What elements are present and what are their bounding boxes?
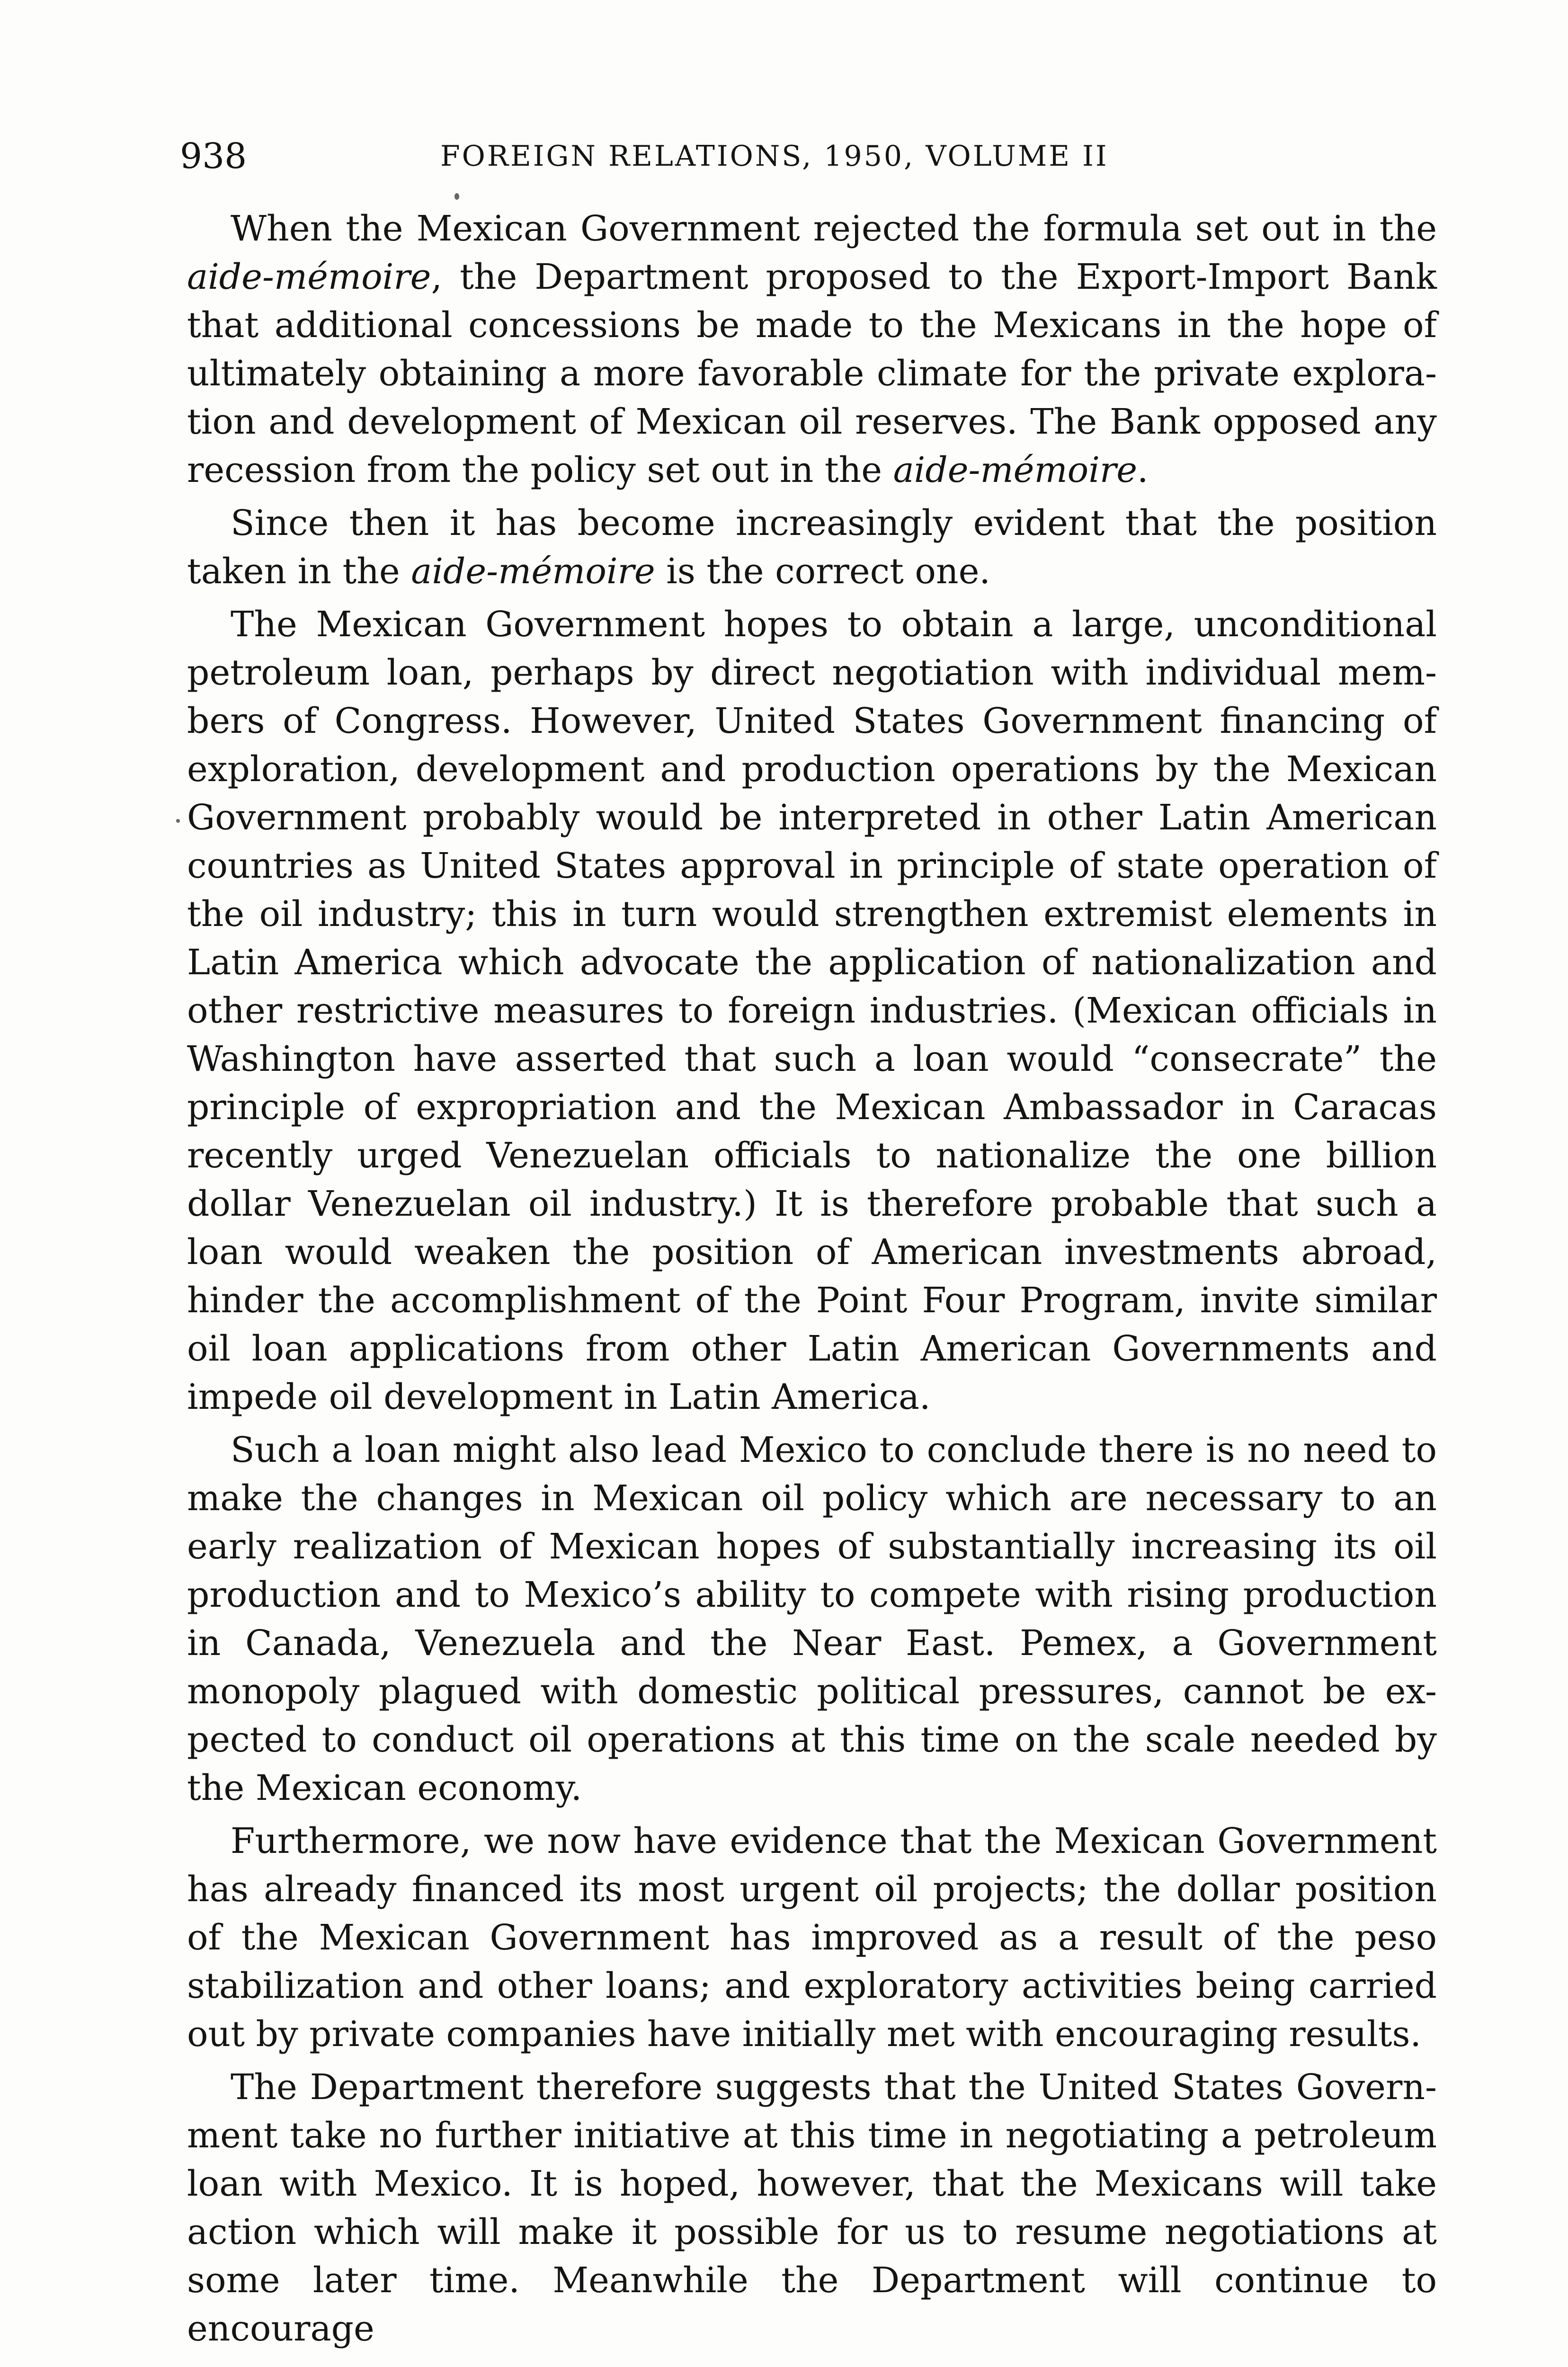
running-head: FOREIGN RELATIONS, 1950, VOLUME II bbox=[440, 140, 1109, 173]
page-header bbox=[180, 128, 1439, 185]
print-speck bbox=[454, 193, 459, 200]
paragraph-recommendation: The Department therefore suggests that the United States Govern-ment take no further initiative at this time in negotiating a petroleum loan with Mexico. It is hoped, however, that the Mexicans will take action which will make it possible for us to resume negotiations at some later time. Meanwhile the Department will continue to encourage bbox=[187, 2067, 1437, 2349]
paragraph-oil-policy: Such a loan might also lead Mexico to conclude there is no need to make the changes in Mexican oil policy which are necessary to an early realization of Mexican hopes of substantially increasing its oil production and to Mexico’s ability to compete with rising production in Canada, Venezuela and the Near East. Pemex, a Government monopoly plagued with domestic political pressures, cannot be ex-pected to conduct oil operations at this time on the scale needed by the Mexican economy. bbox=[187, 1430, 1437, 1808]
paragraph-petroleum-loan: The Mexican Government hopes to obtain a large, unconditional petroleum loan, perhaps by direct negotiation with individual mem-bers of Congress. However, United States Government financing of exploration, development and production operations by the Mexican Government probably would be interpreted in other Latin American countries as United States approval in principle of state operation of the oil industry; this in turn would strengthen extremist elements in Latin America which advocate the application of nationalization and other restrictive measures to foreign industries. (Mexican officials in Washington have asserted that such a loan would “consecrate” the principle of expropriation and the Mexican Ambassador in Caracas recently urged Venezuelan officials to nationalize the one billion dollar Venezuelan oil industry.) It is therefore probable that such a loan would weaken the position of American investments abroad, hinder the accomplishment of the Point Four Program, invite similar oil loan applications from other Latin American Governments and impede oil development in Latin America. bbox=[187, 604, 1437, 1417]
print-speck bbox=[176, 819, 180, 823]
paragraph-evidence: Furthermore, we now have evidence that the Mexican Government has already financed its most urgent oil projects; the dollar position of the Mexican Government has improved as a result of the peso stabilization and other loans; and exploratory activities being carried out by private companies have initially met with encouraging results. bbox=[187, 1821, 1437, 2055]
paragraph-rejected-formula: When the Mexican Government rejected the formula set out in the aide-mémoire, the Department proposed to the Export-Import Bank that additional concessions be made to the Mexicans in the hope of ultimately obtaining a more favorable climate for the private explora-tion and development of Mexican oil reserves. The Bank opposed any recession from the policy set out in the aide-mémoire. bbox=[187, 208, 1437, 490]
page-number: 938 bbox=[180, 136, 247, 177]
body-text bbox=[187, 205, 1437, 2358]
paragraph-position-correct: Since then it has become increasingly evident that the position taken in the aide-mémoire is the correct one. bbox=[187, 503, 1437, 592]
